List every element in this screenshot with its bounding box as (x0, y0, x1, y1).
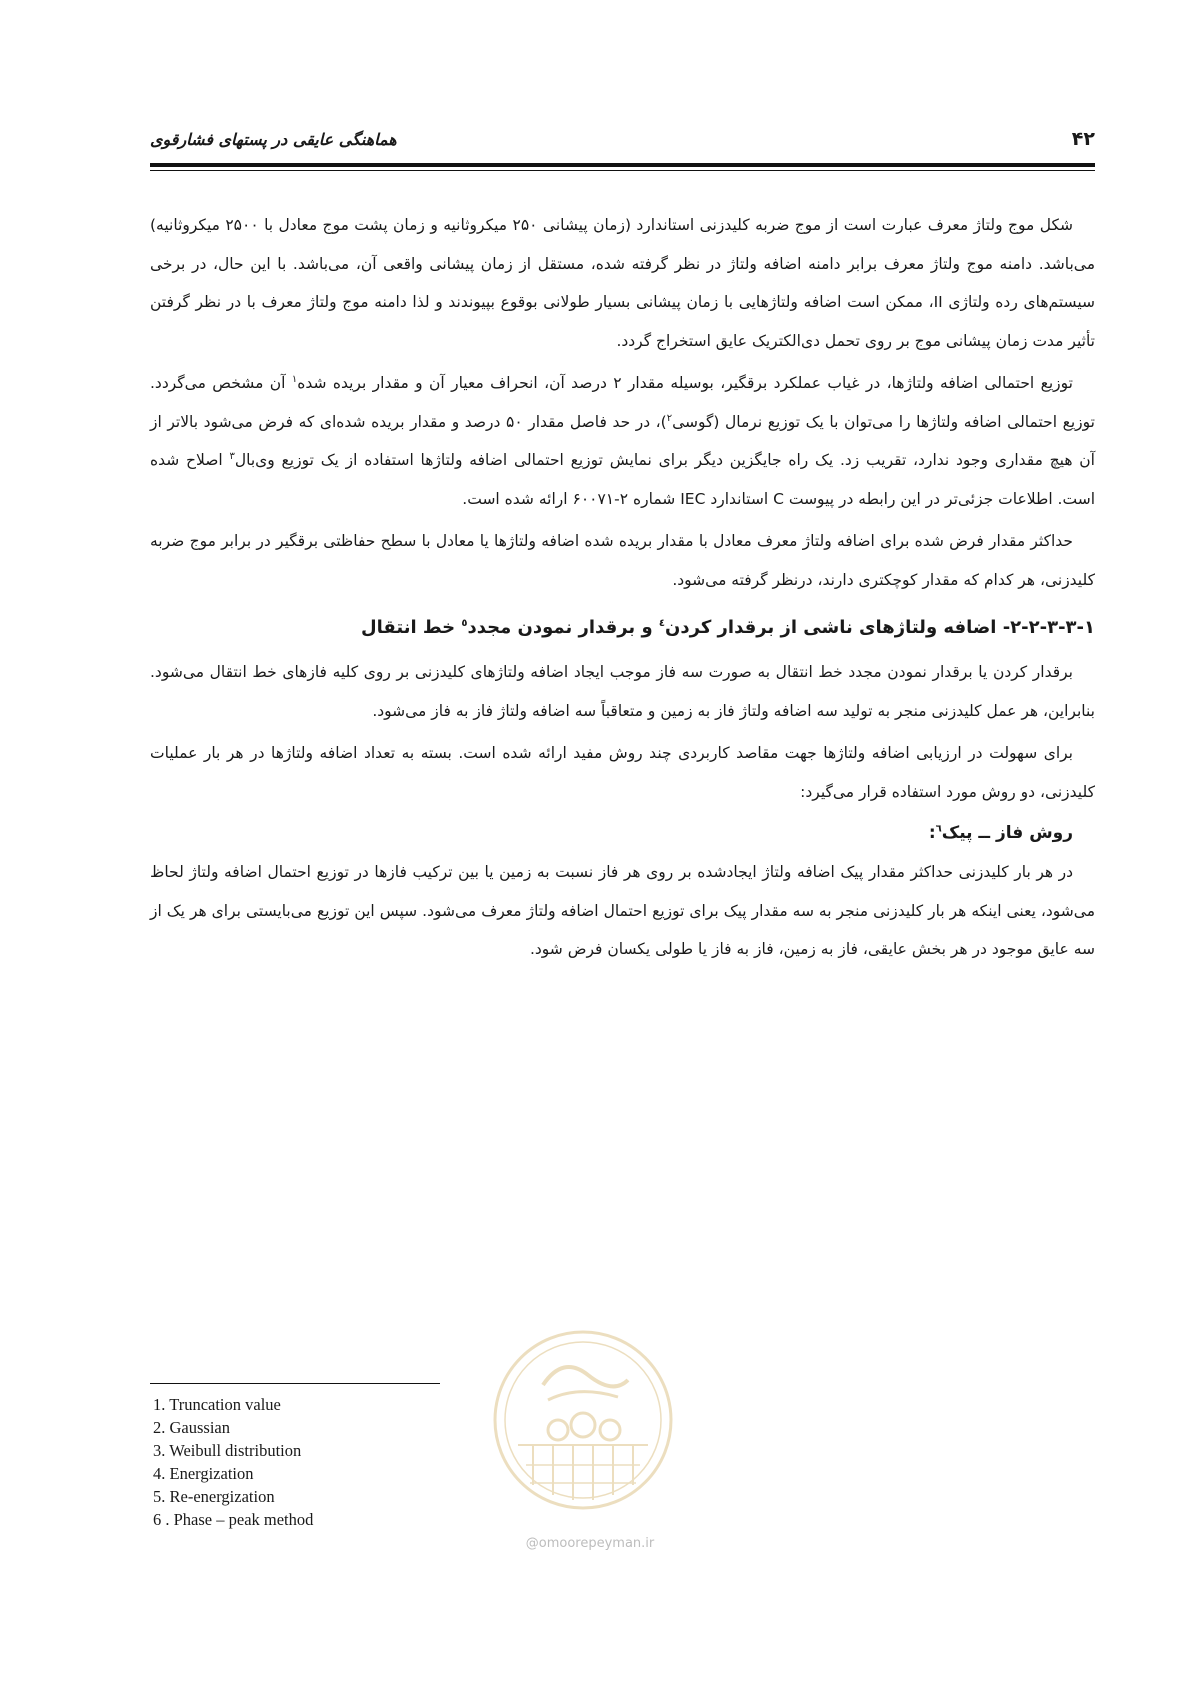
footnote-ref-4: ٤ (658, 618, 666, 629)
footnote-2: 2. Gaussian (153, 1418, 230, 1437)
paragraph-phase-peak: در هر بار کلیدزنی حداکثر مقدار پیک اضافه ولتاژ ایجادشده بر روی هر فاز نسبت به زمین یا بین ترکیب فازها در توزیع احتمال اضافه ولتاژ لحاظ می‌شود، یعنی اینکه هر بار کلیدزنی منجر به سه مقدار پیک برای توزیع احتمال اضافه ولتاژ معرف می‌شود. سپس این توزیع می‌بایستی برای هر یک از سه عایق موجود در هر بخش عایقی، فاز به زمین، فاز به فاز یا طولی یکسان فرض شود. (150, 863, 1095, 958)
footnote-1: 1. Truncation value (153, 1395, 281, 1414)
section-heading (150, 609, 1095, 647)
subheading-phase-peak (150, 815, 1095, 851)
text-run: اصلاح شده است. اطلاعات جزئی‌تر در این رابطه در پیوست C استاندارد IEC شماره ۲-۶۰۰۷۱ ارائه شده است. (150, 451, 1095, 508)
footnote-6: 6 . Phase – peak method (153, 1510, 314, 1529)
header-rule-thick (150, 163, 1095, 167)
text-run: آن مشخص می‌گردد. توزیع احتمالی اضافه ولتاژها را می‌توان با یک توزیع نرمال (گوسی (150, 374, 1095, 431)
footnote-ref-3: ۳ (229, 450, 235, 462)
running-title: هماهنگی عایقی در پستهای فشارقوی (150, 130, 397, 149)
main-content (150, 206, 1095, 973)
heading-run: خط انتقال (361, 617, 462, 638)
footnote-5: 5. Re-energization (153, 1487, 275, 1506)
text-run: )، در حد فاصل مقدار ۵۰ درصد و مقدار بریده شده‌ای که فرض می‌شود بالاتر از آن هیچ مقداری وجود ندارد، تقریب زد. یک راه جایگزین دیگر برای نمایش توزیع احتمالی اضافه ولتاژها استفاده از یک توزیع وی‌بال (150, 412, 1095, 469)
subheading-run: روش فاز ــ پیک (941, 823, 1073, 843)
header-rule-thin (150, 170, 1095, 171)
footnote-3: 3. Weibull distribution (153, 1441, 302, 1460)
paragraph-waveform: شکل موج ولتاژ معرف عبارت است از موج ضربه کلیدزنی استاندارد (زمان پیشانی ۲۵۰ میکروثانیه و زمان پشت موج معادل با ۲۵۰۰ میکروثانیه) می‌باشد. دامنه موج ولتاژ معرف برابر دامنه اضافه ولتاژ در نظر گرفته شده، مستقل از زمان پیشانی واقعی آن، می‌باشد. با این حال، در برخی سیستم‌های رده ولتاژی II، ممکن است اضافه ولتاژهایی با زمان پیشانی بسیار طولانی بوقوع بپیوندند و لذا دامنه موج ولتاژ معرف با در نظر گرفتن تأثیر مدت زمان پیشانی موج بر روی تحمل دی‌الکتریک عایق استخراج گردد. (150, 216, 1095, 350)
footnotes (153, 1393, 533, 1531)
page-header (150, 128, 1095, 160)
footnote-ref-2: ۲ (666, 412, 673, 424)
footnote-ref-1: ۱ (291, 373, 298, 385)
heading-run: و برقدار نمودن مجدد (467, 617, 659, 638)
watermark-url: @omoorepeyman.ir (525, 1536, 655, 1551)
footnote-ref-6: ٦ (935, 823, 942, 835)
footnote-separator (150, 1383, 440, 1384)
paragraph-methods: برای سهولت در ارزیابی اضافه ولتاژها جهت مقاصد کاربردی چند روش مفید ارائه شده است. بسته به تعداد اضافه ولتاژها در هر بار عملیات کلیدزنی، دو روش مورد استفاده قرار می‌گیرد: (150, 744, 1095, 801)
subheading-run: : (928, 823, 936, 843)
paragraph-distribution (150, 364, 1095, 518)
text-run: توزیع احتمالی اضافه ولتاژها، در غیاب عملکرد برقگیر، بوسیله مقدار ۲ درصد آن، انحراف معیار آن و مقدار بریده شده (297, 374, 1073, 392)
watermark-seal-icon (488, 1325, 678, 1515)
paragraph-energization: برقدار کردن یا برقدار نمودن مجدد خط انتقال به صورت سه فاز موجب ایجاد اضافه ولتاژهای کلیدزنی بر روی کلیه فازهای خط انتقال می‌شود. بنابراین، هر عمل کلیدزنی منجر به تولید سه اضافه ولتاژ فاز به زمین و متعاقباً سه اضافه ولتاژ فاز به فاز می‌شود. (150, 663, 1095, 720)
footnote-ref-5: ٥ (461, 618, 468, 629)
footnote-4: 4. Energization (153, 1464, 254, 1483)
page-number: ۴۲ (1071, 128, 1095, 150)
heading-run: ۲-۲-۳-۳-۱- اضافه ولتاژهای ناشی از برقدار کردن (665, 617, 1095, 638)
paragraph-max-value: حداکثر مقدار فرض شده برای اضافه ولتاژ معرف معادل با مقدار بریده شده اضافه ولتاژها یا معادل با سطح حفاظتی برقگیر در برابر موج ضربه کلیدزنی، هر کدام که مقدار کوچکتری دارند، درنظر گرفته می‌شود. (150, 532, 1095, 589)
